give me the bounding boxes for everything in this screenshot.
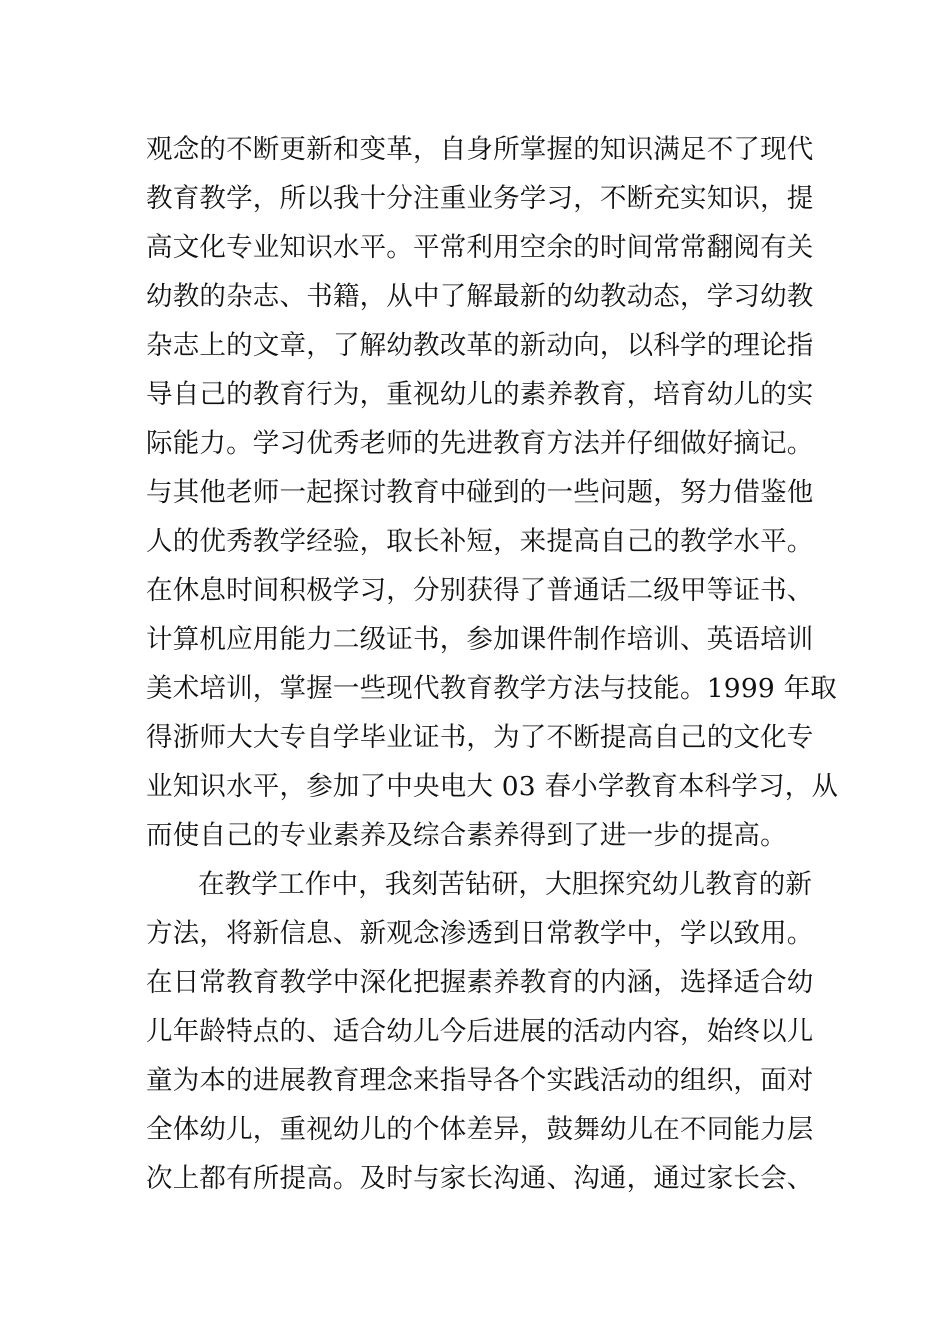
text-line: 杂志上的文章，了解幼教改革的新动向，以科学的理论指: [146, 330, 814, 361]
text-line: 教育教学，所以我十分注重业务学习，不断充实知识，提: [146, 183, 814, 214]
paragraph-first-line: 在教学工作中，我刻苦钻研，大胆探究幼儿教育的新: [198, 869, 813, 900]
text-line: 高文化专业知识水平。平常利用空余的时间常常翻阅有关: [146, 232, 814, 263]
text-line: 观念的不断更新和变革，自身所掌握的知识满足不了现代: [146, 134, 814, 165]
text-line: 计算机应用能力二级证书，参加课件制作培训、英语培训: [146, 624, 814, 655]
text-line: 在休息时间积极学习，分别获得了普通话二级甲等证书、: [146, 575, 814, 606]
text-line: 际能力。学习优秀老师的先进教育方法并仔细做好摘记。: [146, 428, 814, 459]
text-line: 次上都有所提高。及时与家长沟通、沟通，通过家长会、: [146, 1163, 814, 1194]
text-line: 在日常教育教学中深化把握素养教育的内涵，选择适合幼: [146, 967, 814, 998]
text-line: 童为本的进展教育理念来指导各个实践活动的组织，面对: [146, 1065, 814, 1096]
text-line: 与其他老师一起探讨教育中碰到的一些问题，努力借鉴他: [146, 477, 814, 508]
text-line: 儿年龄特点的、适合幼儿今后进展的活动内容，始终以儿: [146, 1016, 814, 1047]
text-line: 幼教的杂志、书籍，从中了解最新的幼教动态，学习幼教: [146, 281, 814, 312]
text-line: 美术培训，掌握一些现代教育教学方法与技能。1999 年取: [146, 673, 837, 704]
text-line: 人的优秀教学经验，取长补短，来提高自己的教学水平。: [146, 526, 814, 557]
text-line: 导自己的教育行为，重视幼儿的素养教育，培育幼儿的实: [146, 379, 814, 410]
text-line: 方法，将新信息、新观念渗透到日常教学中，学以致用。: [146, 918, 814, 949]
text-line: 全体幼儿，重视幼儿的个体差异，鼓舞幼儿在不同能力层: [146, 1114, 814, 1145]
text-line: 得浙师大大专自学毕业证书，为了不断提高自己的文化专: [146, 722, 814, 753]
text-line: 而使自己的专业素养及综合素养得到了进一步的提高。: [146, 820, 787, 851]
text-line: 业知识水平，参加了中央电大 03 春小学教育本科学习，从: [146, 771, 839, 802]
